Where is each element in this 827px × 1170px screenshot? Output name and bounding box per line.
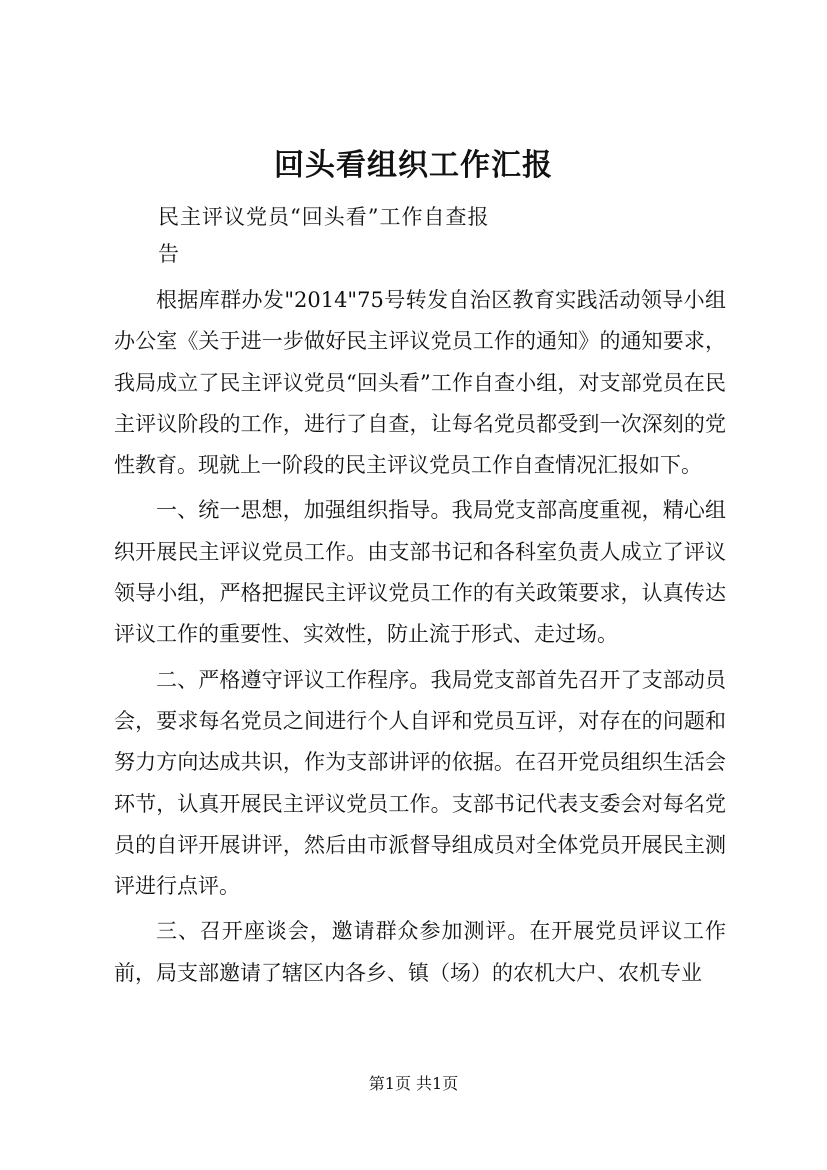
paragraph-intro: 根据库群办发"2014"75号转发自治区教育实践活动领导小组办公室《关于进一步做好民主评议党员工作的通知》的通知要求，我局成立了民主评议党员“回头看”工作自查小组，对支部党员在民主评议阶段的工作，进行了自查，让每名党员都受到一次深刻的党性教育。现就上一阶段的民主评议党员工作自查情况汇报如下。 [114,288,726,478]
paragraph-section-3: 三、召开座谈会，邀请群众参加测评。在开展党员评议工作前，局支部邀请了辖区内各乡、镇（场）的农机大户、农机专业 [114,919,726,985]
page-footer: 第1页 共1页 [368,1074,459,1093]
document-subtitle: 民主评议党员“回头看”工作自查报 [158,205,490,229]
paragraph-section-1: 一、统一思想，加强组织指导。我局党支部高度重视，精心组织开展民主评议党员工作。由支部书记和各科室负责人成立了评议领导小组，严格把握民主评议党员工作的有关政策要求，认真传达评议工作的重要性、实效性，防止流于形式、走过场。 [114,498,726,647]
document-title: 回头看组织工作汇报 [274,148,553,183]
paragraph-section-2: 二、严格遵守评议工作程序。我局党支部首先召开了支部动员会，要求每名党员之间进行个人自评和党员互评，对存在的问题和努力方向达成共识，作为支部讲评的依据。在召开党员组织生活会环节，认真开展民主评议党员工作。支部书记代表支委会对每名党员的自评开展讲评，然后由市派督导组成员对全体党员开展民主测评进行点评。 [114,667,726,899]
document-body [114,280,726,998]
document-subtitle-continuation: 告 [158,242,179,266]
